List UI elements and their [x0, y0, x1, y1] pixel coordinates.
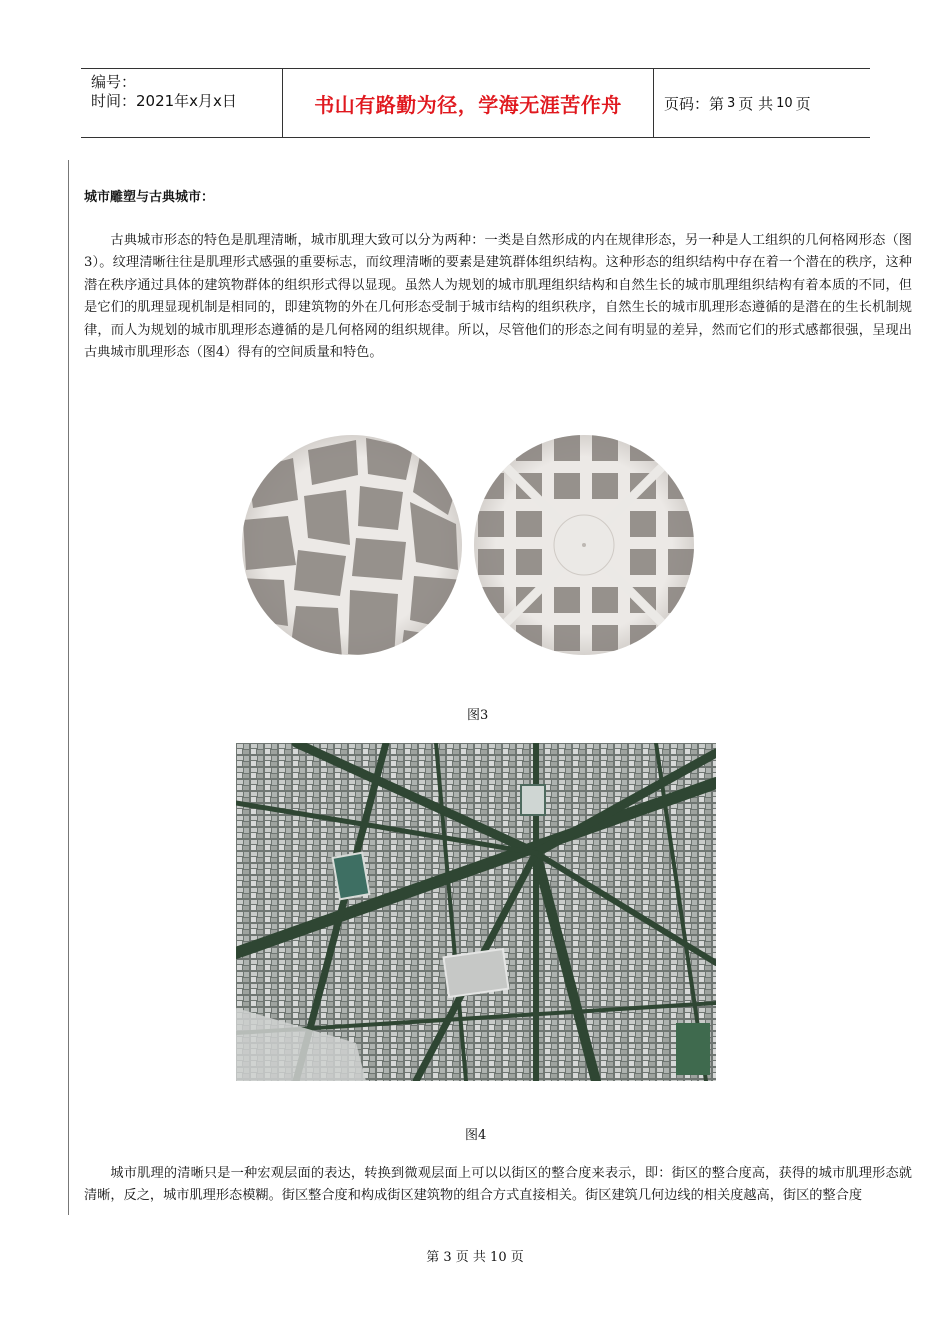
figure-3-fabric-diagrams: [238, 430, 704, 662]
paragraph-1: 古典城市形态的特色是肌理清晰，城市肌理大致可以分为两种：一类是自然形成的内在规律形态，另一种是人工组织的几何格网形态（图3）。纹理清晰往往是肌理形式感强的重要标志，而纹理清晰的要素是建筑群体组织结构。这种形态的组织结构中存在着一个潜在的秩序，这种潜在秩序通过具体的建筑物群体的组织形式得以显现。虽然人为规划的城市肌理组织结构和自然生长的城市肌理组织结构有着本质的不同，但是它们的肌理显现机制是相同的，即建筑物的外在几何形态受制于城市结构的组织秩序，自然生长的城市肌理形态遵循的是潜在的生长机制规律，而人为规划的城市肌理形态遵循的是几何格网的组织规律。所以，尽管他们的形态之间有明显的差异，然而它们的形式感都很强，呈现出古典城市肌理形态（图4）得有的空间质量和特色。: [84, 233, 912, 361]
figure-3-caption: 图3: [467, 708, 489, 723]
header-meta: [81, 69, 282, 137]
figure-4-aerial-photo: [236, 743, 716, 1081]
header-motto: 书山有路勤为径，学海无涯苦作舟: [282, 69, 654, 137]
page-mid: 页 共: [738, 94, 774, 113]
grid-fabric-diagram: [474, 435, 694, 655]
page-total: 10: [776, 95, 793, 111]
page-prefix: 页码：第: [664, 94, 725, 113]
section-heading: 城市雕塑与古典城市：: [84, 190, 215, 205]
page-suffix: 页: [795, 94, 811, 113]
paragraph-2: 城市肌理的清晰只是一种宏观层面的表达，转换到微观层面上可以以街区的整合度来表示，即：街区的整合度高，获得的城市肌理形态就清晰，反之，城市肌理形态模糊。街区整合度和构成街区建筑物的组合方式直接相关。街区建筑几何边线的相关度越高，街区的整合度: [84, 1166, 912, 1204]
page-current: 3: [727, 95, 736, 111]
figure-4-caption: 图4: [465, 1128, 487, 1143]
header-page-number: [654, 69, 870, 137]
organic-fabric-diagram: [238, 435, 464, 662]
number-label: 编号：: [91, 73, 137, 91]
page-footer: 第 3 页 共 10 页: [426, 1250, 524, 1265]
page-header: [81, 68, 870, 138]
time-label: 时间：2021年x月x日: [91, 92, 237, 110]
margin-rule: [68, 160, 69, 1215]
